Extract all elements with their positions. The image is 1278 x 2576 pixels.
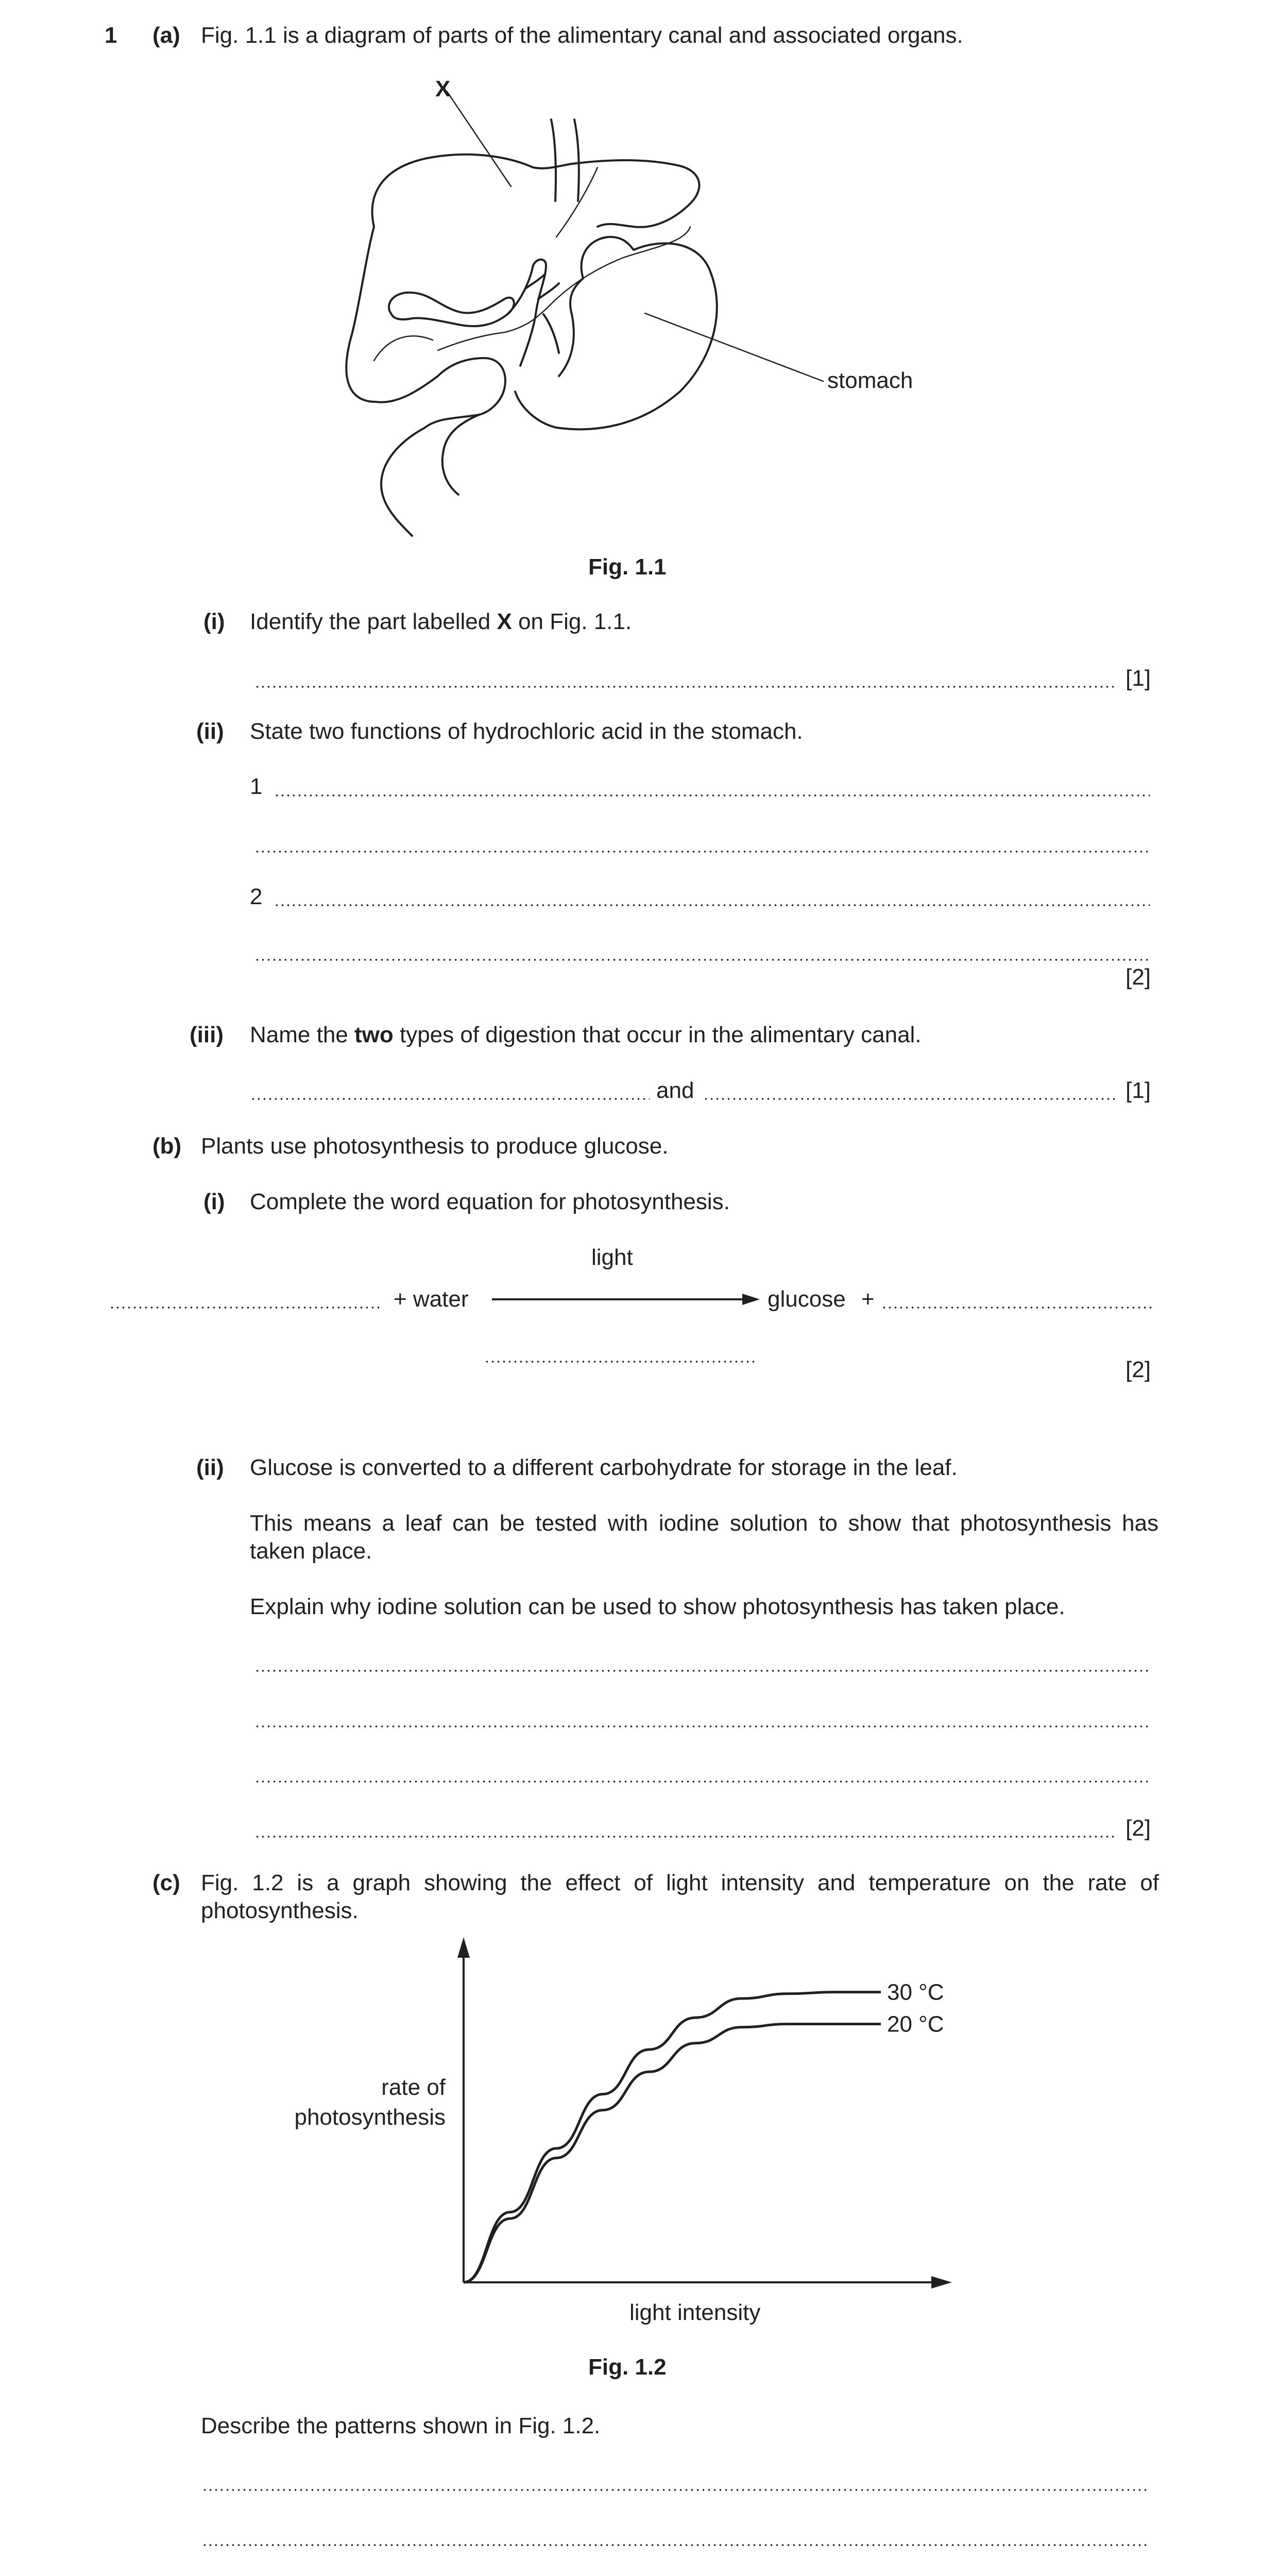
- liver-outline: [372, 155, 700, 227]
- part-b-intro: Plants use photosynthesis to produce glucose.: [201, 1133, 669, 1159]
- arrow-label-light: light: [591, 1245, 633, 1270]
- part-a-i-text: [250, 608, 632, 636]
- part-c-intro: Fig. 1.2 is a graph showing the effect of light intensity and temperature on the rate of photosynthesis.: [201, 1870, 1159, 1923]
- fig-1-1-caption: Fig. 1.1: [588, 554, 667, 580]
- marks-a-iii: [1]: [1126, 1078, 1151, 1103]
- equation-plus-2: +: [861, 1286, 875, 1312]
- answer-line-a-iii-left[interactable]: [250, 1097, 650, 1100]
- answer-line-a-iii-right[interactable]: [703, 1097, 1115, 1100]
- part-a-label: (a): [152, 23, 180, 48]
- part-a-i-text-pre: Identify the part labelled: [250, 609, 497, 634]
- part-a-iii-text-post: types of digestion that occur in the alimentary canal.: [393, 1022, 922, 1047]
- bile-duct: [507, 260, 546, 366]
- part-a-i-text-bold: X: [497, 609, 512, 634]
- part-a-iii-text-bold: two: [354, 1022, 394, 1047]
- marks-a-ii: [2]: [1126, 964, 1151, 990]
- gall-bladder: [389, 293, 514, 326]
- answer-line-a-ii-1b[interactable]: [254, 850, 1150, 853]
- y-axis-arrow: [457, 1937, 470, 1958]
- marks-b-ii: [2]: [1126, 1816, 1151, 1841]
- chart-axes: [457, 1937, 952, 2289]
- oesophagus: [551, 120, 556, 201]
- question-number: 1: [105, 23, 117, 48]
- answer-line-a-ii-2a[interactable]: [274, 904, 1150, 907]
- x-axis-label: light intensity: [629, 2300, 761, 2325]
- part-b-ii-label: (ii): [196, 1455, 224, 1480]
- part-a-ii-label: (ii): [196, 719, 224, 744]
- small-intestine: [381, 428, 425, 536]
- equation-arrow: [492, 1292, 760, 1307]
- part-a-i-text-post: on Fig. 1.1.: [512, 609, 632, 634]
- part-a-i-label: (i): [203, 609, 225, 634]
- answer-line-b-ii-3[interactable]: [254, 1780, 1150, 1783]
- equation-plus-water: + water: [394, 1286, 469, 1312]
- series-line-30c: [464, 1992, 881, 2282]
- leader-line-stomach: [645, 313, 823, 381]
- part-a-iii-text-pre: Name the: [250, 1022, 354, 1047]
- part-b-label: (b): [152, 1133, 182, 1159]
- part-a-iii-text: [250, 1021, 922, 1049]
- x-axis-arrow: [931, 2276, 952, 2289]
- answer-line-c-1[interactable]: [202, 2488, 1150, 2492]
- answer-line-2-number: 2: [250, 884, 263, 909]
- duodenum: [425, 358, 505, 428]
- answer-line-b-ii-2[interactable]: [254, 1725, 1150, 1728]
- answer-line-b-ii-4[interactable]: [254, 1835, 1115, 1838]
- part-b-ii-question: Explain why iodine solution can be used to show photosynthesis has taken place.: [250, 1594, 1065, 1619]
- part-b-i-text: Complete the word equation for photosynthesis.: [250, 1189, 730, 1214]
- answer-line-b-ii-1[interactable]: [254, 1669, 1150, 1672]
- fig-1-2-caption: Fig. 1.2: [588, 2354, 667, 2380]
- y-axis-label-line2: photosynthesis: [294, 2105, 446, 2130]
- and-label: and: [656, 1078, 694, 1103]
- part-a-iii-label: (iii): [190, 1022, 224, 1047]
- part-c-label: (c): [152, 1870, 180, 1895]
- diagram-label-x: X: [435, 76, 451, 101]
- answer-line-a-i[interactable]: [254, 685, 1115, 688]
- equation-blank-reactant[interactable]: [109, 1306, 381, 1309]
- series-label-30c: 30 °C: [887, 1979, 944, 2005]
- series-line-20c: [464, 2024, 881, 2282]
- part-a-intro: Fig. 1.1 is a diagram of parts of the alimentary canal and associated organs.: [201, 23, 963, 48]
- photosynthesis-graph: [258, 1937, 979, 2375]
- diagram-label-stomach: stomach: [827, 368, 913, 393]
- equation-glucose: glucose: [768, 1286, 846, 1312]
- y-axis-label-line1: rate of: [381, 2075, 446, 2100]
- part-b-ii-text: Glucose is converted to a different carbohydrate for storage in the leaf.: [250, 1455, 958, 1480]
- answer-line-1-number: 1: [250, 774, 263, 799]
- answer-line-a-ii-2b[interactable]: [254, 958, 1150, 961]
- equation-blank-product[interactable]: [881, 1306, 1153, 1309]
- part-b-i-label: (i): [203, 1189, 225, 1214]
- marks-b-i: [2]: [1126, 1357, 1151, 1382]
- part-c-question: Describe the patterns shown in Fig. 1.2.: [201, 2413, 601, 2438]
- alimentary-canal-diagram: [330, 72, 948, 536]
- series-label-20c: 20 °C: [887, 2011, 944, 2037]
- part-b-ii-para: This means a leaf can be tested with iodine solution to show that photosynthesis has taken place.: [250, 1511, 1158, 1564]
- leader-line-x: [447, 92, 511, 187]
- part-a-ii-text: State two functions of hydrochloric acid in the stomach.: [250, 719, 803, 744]
- answer-line-a-ii-1a[interactable]: [274, 794, 1150, 797]
- equation-blank-second-reactant[interactable]: [484, 1360, 756, 1363]
- marks-a-i: [1]: [1126, 666, 1151, 691]
- answer-line-c-2[interactable]: [202, 2544, 1150, 2547]
